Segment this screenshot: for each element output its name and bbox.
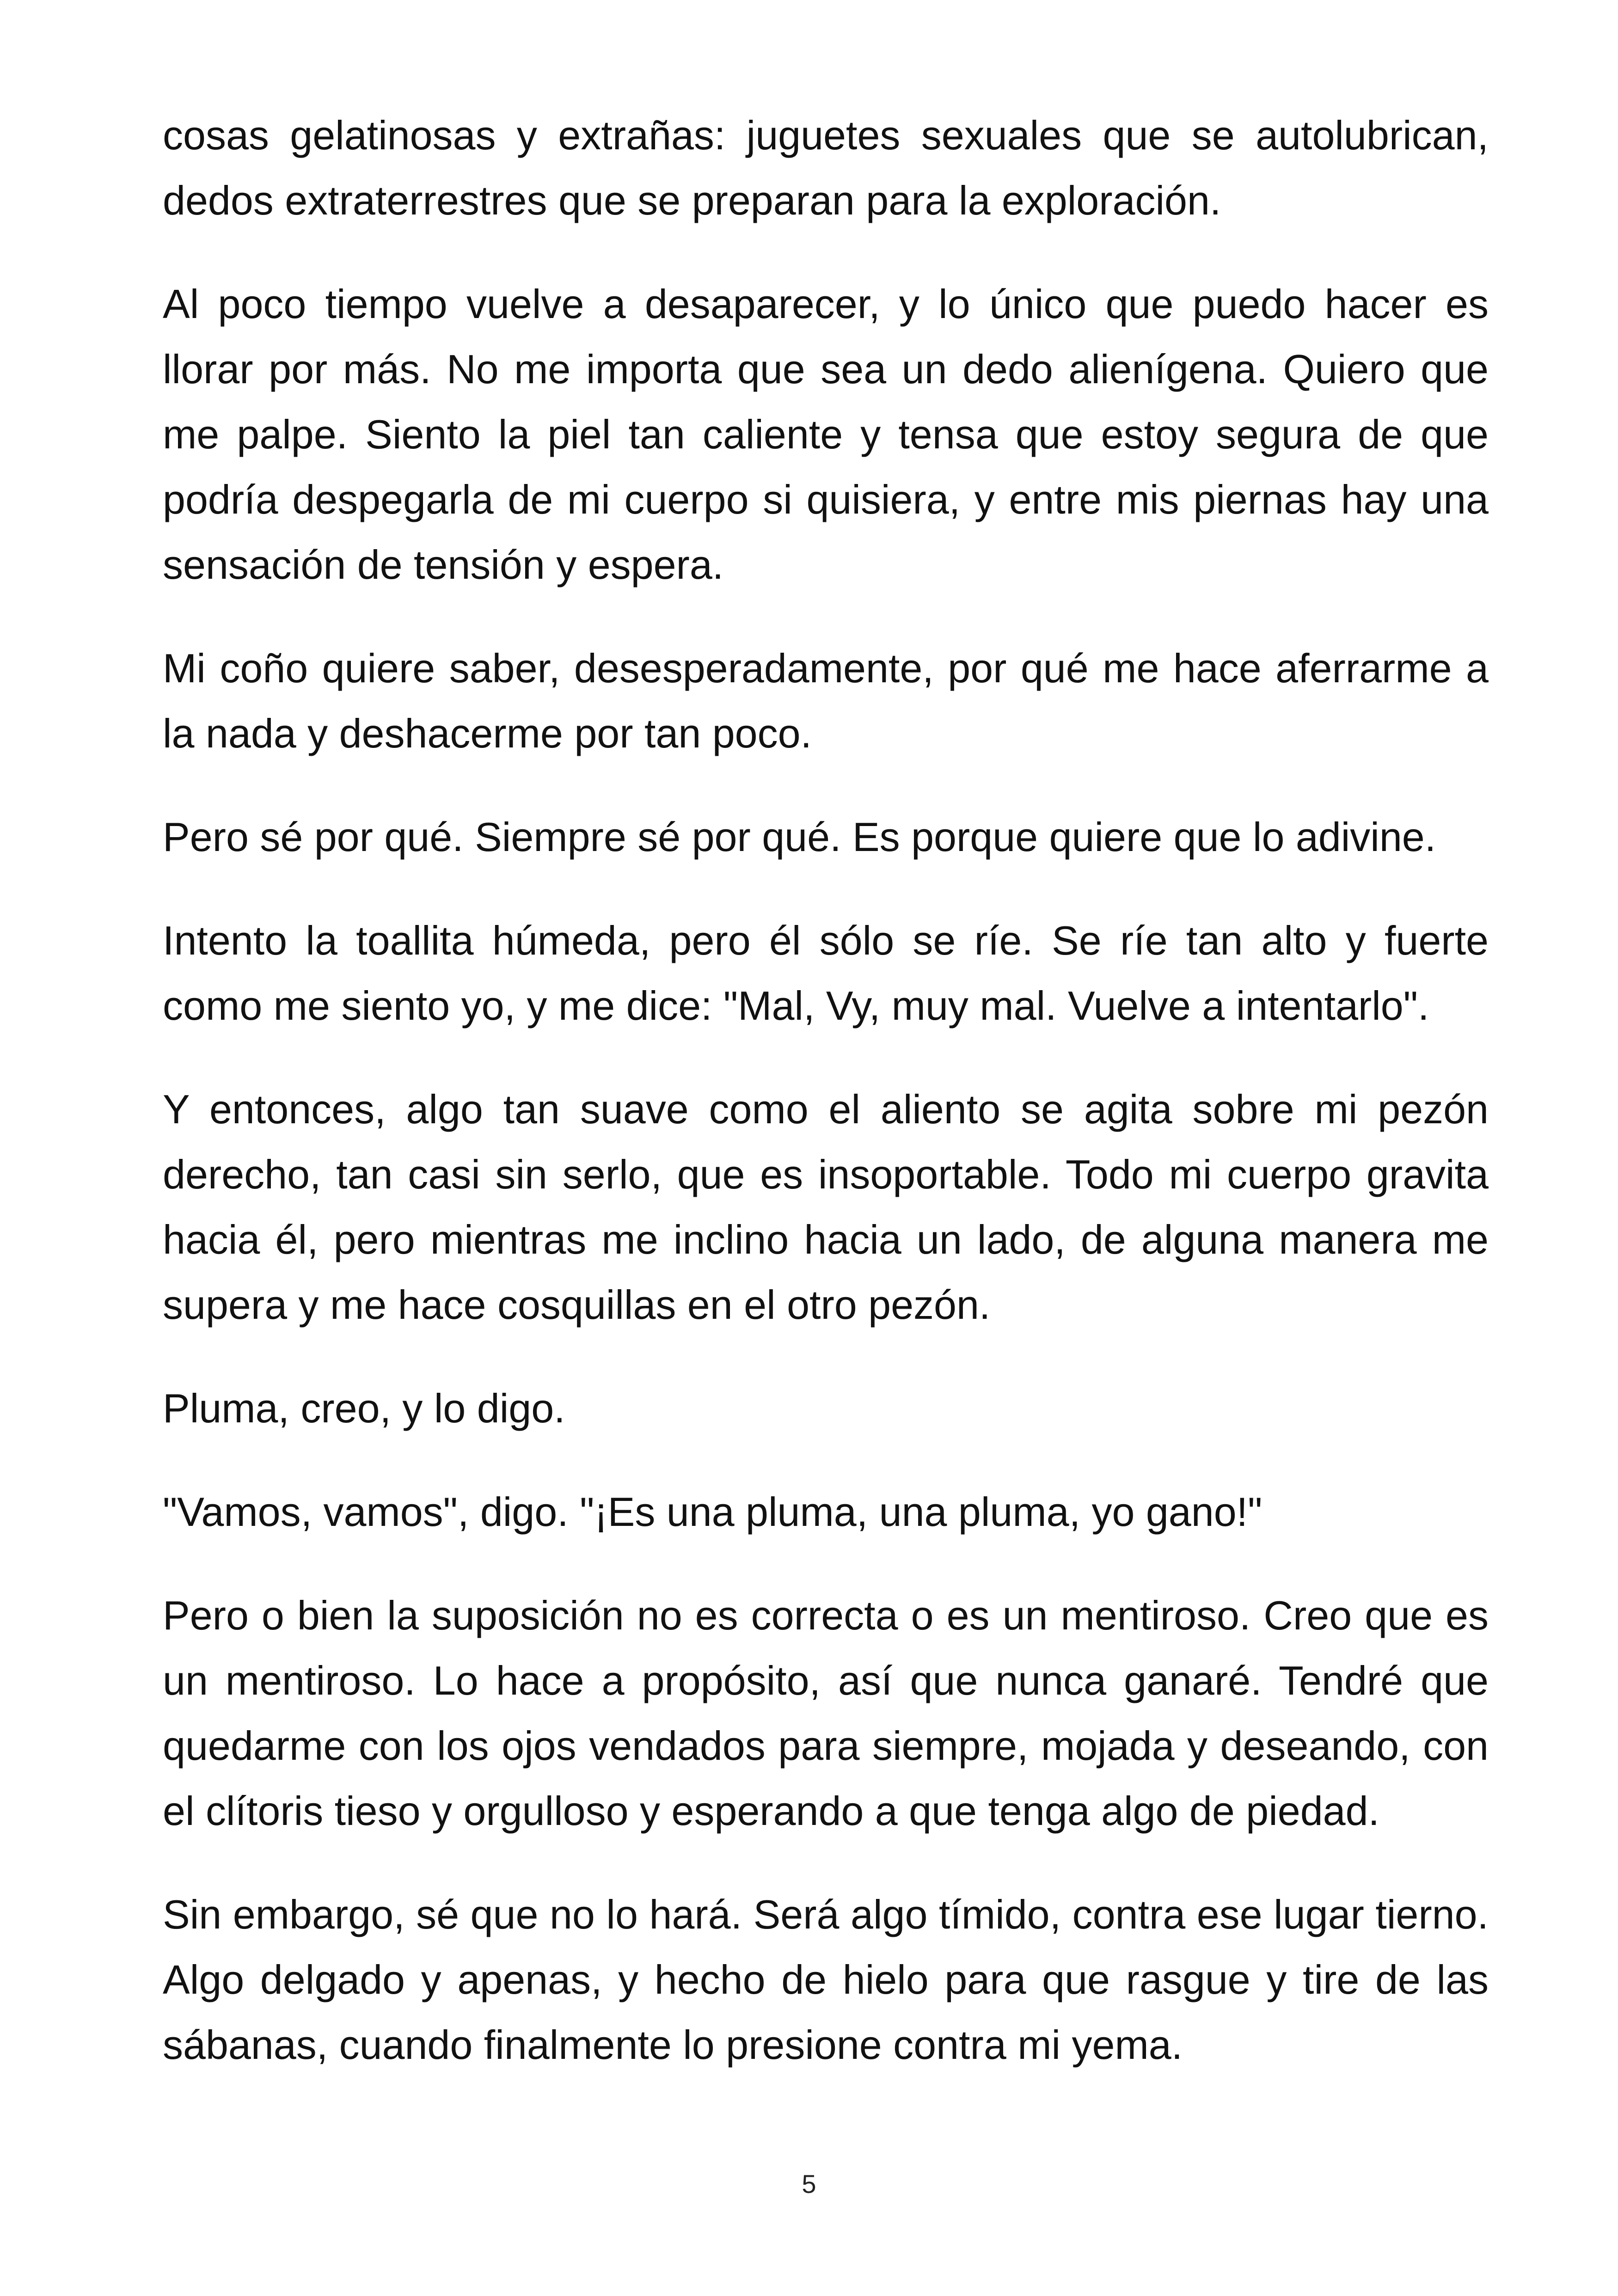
paragraph: Sin embargo, sé que no lo hará. Será algo tímido, contra ese lugar tierno. Algo delgado y apenas, y hecho de hielo para que rasgue y tire de las sábanas, cuando finalmente lo presione contra mi yema. <box>163 1892 1489 2068</box>
paragraph: Intento la toallita húmeda, pero él sólo se ríe. Se ríe tan alto y fuerte como me siento yo, y me dice: "Mal, Vy, muy mal. Vuelve a intentarlo". <box>163 918 1489 1029</box>
paragraph: cosas gelatinosas y extrañas: juguetes sexuales que se autolubrican, dedos extraterrestres que se preparan para la exploración. <box>163 112 1489 223</box>
paragraph: Al poco tiempo vuelve a desaparecer, y lo único que puedo hacer es llorar por más. No me importa que sea un dedo alienígena. Quiero que me palpe. Siento la piel tan caliente y tensa que estoy segura de que podría despegarla de mi cuerpo si quisiera, y entre mis piernas hay una sensación de tensión y espera. <box>163 281 1489 588</box>
paragraph: Y entonces, algo tan suave como el aliento se agita sobre mi pezón derecho, tan casi sin serlo, que es insoportable. Todo mi cuerpo gravita hacia él, pero mientras me inclino hacia un lado, de alguna manera me supera y me hace cosquillas en el otro pezón. <box>163 1086 1489 1328</box>
paragraph: Pero sé por qué. Siempre sé por qué. Es porque quiere que lo adivine. <box>163 814 1436 860</box>
paragraph: Pero o bien la suposición no es correcta o es un mentiroso. Creo que es un mentiroso. Lo hace a propósito, así que nunca ganaré. Tendré que quedarme con los ojos vendados para siempre, mojada y deseando, con el clítoris tieso y orgulloso y esperando a que tenga algo de piedad. <box>163 1592 1489 1834</box>
paragraph: "Vamos, vamos", digo. "¡Es una pluma, una pluma, yo gano!" <box>163 1489 1263 1535</box>
page-number: 5 <box>802 2169 816 2198</box>
body-text <box>163 103 1489 2116</box>
paragraph: Mi coño quiere saber, desesperadamente, por qué me hace aferrarme a la nada y deshacerme por tan poco. <box>163 645 1489 756</box>
paragraph: Pluma, creo, y lo digo. <box>163 1385 565 1431</box>
